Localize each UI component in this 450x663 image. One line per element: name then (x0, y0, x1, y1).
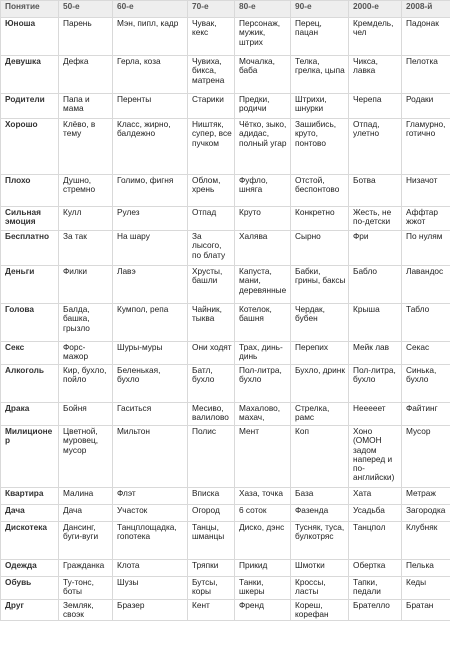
slang-cell: Дансинг, буги-вуги (59, 522, 113, 560)
slang-cell: Балда, башка, грызло (59, 304, 113, 342)
slang-cell: Участок (113, 505, 188, 522)
slang-cell: Крыша (349, 304, 402, 342)
concept-cell: Бесплатно (1, 231, 59, 266)
slang-cell: За так (59, 231, 113, 266)
slang-cell: Стрелка, рамс (291, 403, 349, 426)
slang-cell: Парень (59, 18, 113, 56)
slang-cell: Старики (188, 94, 235, 119)
column-header: 2008-й (402, 1, 450, 18)
table-row (1, 403, 450, 426)
slang-cell: Кеды (402, 577, 450, 600)
slang-cell: Клёво, в тему (59, 119, 113, 175)
slang-cell: Бабло (349, 266, 402, 304)
table-row (1, 94, 450, 119)
slang-cell: Брателло (349, 600, 402, 621)
concept-cell: Хорошо (1, 119, 59, 175)
slang-cell: Ништяк, супер, все пучком (188, 119, 235, 175)
concept-cell: Деньги (1, 266, 59, 304)
slang-cell: Танцпол (349, 522, 402, 560)
slang-cell: Сырно (291, 231, 349, 266)
slang-cell: Кент (188, 600, 235, 621)
slang-cell: Голимо, фигня (113, 175, 188, 207)
slang-cell: Отпад, улетно (349, 119, 402, 175)
slang-cell: Мэн, пипл, кадр (113, 18, 188, 56)
concept-cell: Обувь (1, 577, 59, 600)
slang-cell: Бухло, дринк (291, 365, 349, 403)
table-row (1, 365, 450, 403)
column-header: 80-е (235, 1, 291, 18)
slang-cell: Махалово, махач, (235, 403, 291, 426)
slang-cell: Филки (59, 266, 113, 304)
slang-cell: Кир, бухло, пойло (59, 365, 113, 403)
concept-cell: Секс (1, 342, 59, 365)
slang-cell: Кулл (59, 207, 113, 231)
slang-cell: Флэт (113, 488, 188, 505)
slang-cell: Гражданка (59, 560, 113, 577)
slang-cell: По нулям (402, 231, 450, 266)
slang-cell: Круто (235, 207, 291, 231)
slang-cell: Кремдель, чел (349, 18, 402, 56)
slang-cell: Загородка (402, 505, 450, 522)
slang-cell: Секас (402, 342, 450, 365)
slang-cell: Дача (59, 505, 113, 522)
table-row (1, 56, 450, 94)
concept-cell: Плохо (1, 175, 59, 207)
slang-cell: Беленькая, бухло (113, 365, 188, 403)
slang-cell: Ту-тонс, боты (59, 577, 113, 600)
slang-cell: Земляк, своэк (59, 600, 113, 621)
slang-cell: Малина (59, 488, 113, 505)
column-header: 2000-е (349, 1, 402, 18)
slang-cell: Чувак, кекс (188, 18, 235, 56)
concept-cell: Квартира (1, 488, 59, 505)
slang-cell: Мейк лав (349, 342, 402, 365)
slang-cell: Низачот (402, 175, 450, 207)
slang-cell: Вписка (188, 488, 235, 505)
slang-cell: Бразер (113, 600, 188, 621)
slang-cell: Бойня (59, 403, 113, 426)
slang-cell: Предки, родичи (235, 94, 291, 119)
slang-cell: Папа и мама (59, 94, 113, 119)
table-row (1, 304, 450, 342)
slang-cell: На шару (113, 231, 188, 266)
slang-cell: Шузы (113, 577, 188, 600)
slang-cell: Перепих (291, 342, 349, 365)
slang-cell: Мильтон (113, 426, 188, 488)
concept-cell: Родители (1, 94, 59, 119)
slang-cell: Трах, динь-динь (235, 342, 291, 365)
slang-cell: Хрусты, башли (188, 266, 235, 304)
slang-cell: Фуфло, шняга (235, 175, 291, 207)
table-row (1, 488, 450, 505)
slang-cell: Чердак, бубен (291, 304, 349, 342)
slang-cell: Мочалка, баба (235, 56, 291, 94)
concept-cell: Дискотека (1, 522, 59, 560)
slang-cell: Батл, бухло (188, 365, 235, 403)
header-row (1, 1, 450, 18)
slang-cell: Бабки, грины, баксы (291, 266, 349, 304)
slang-cell: Зашибись, круто, понтово (291, 119, 349, 175)
slang-cell: Метраж (402, 488, 450, 505)
concept-cell: Друг (1, 600, 59, 621)
table-row (1, 119, 450, 175)
slang-cell: Танцы, шманцы (188, 522, 235, 560)
slang-cell: Полис (188, 426, 235, 488)
slang-cell: Чувиха, бикса, матрена (188, 56, 235, 94)
slang-cell: Ботва (349, 175, 402, 207)
slang-cell: Нееееет (349, 403, 402, 426)
slang-cell: Шмотки (291, 560, 349, 577)
slang-cell: Братан (402, 600, 450, 621)
slang-cell: Облом, хрень (188, 175, 235, 207)
slang-cell: Прикид (235, 560, 291, 577)
slang-cell: Перенты (113, 94, 188, 119)
slang-cell: Хата (349, 488, 402, 505)
slang-cell: Жесть, не по-детски (349, 207, 402, 231)
slang-cell: Хаза, точка (235, 488, 291, 505)
slang-cell: Пол-литра, бухло (349, 365, 402, 403)
column-header: 70-е (188, 1, 235, 18)
slang-cell: Чикса, лавка (349, 56, 402, 94)
slang-cell: Пелотка (402, 56, 450, 94)
table-row (1, 342, 450, 365)
slang-cell: Лавэ (113, 266, 188, 304)
slang-cell: 6 соток (235, 505, 291, 522)
slang-cell: Цветной, муровец, мусор (59, 426, 113, 488)
slang-cell: Гаситься (113, 403, 188, 426)
slang-cell: Душно, стремно (59, 175, 113, 207)
slang-cell: Клота (113, 560, 188, 577)
table-row (1, 426, 450, 488)
slang-cell: Рулез (113, 207, 188, 231)
slang-cell: Фри (349, 231, 402, 266)
column-header: 50-е (59, 1, 113, 18)
slang-cell: Обертка (349, 560, 402, 577)
concept-cell: Юноша (1, 18, 59, 56)
concept-cell: Дача (1, 505, 59, 522)
slang-cell: Бутсы, коры (188, 577, 235, 600)
column-header: 60-е (113, 1, 188, 18)
table-row (1, 577, 450, 600)
slang-cell: Котелок, башня (235, 304, 291, 342)
slang-cell: Падонак (402, 18, 450, 56)
slang-cell: Телка, грелка, цыпа (291, 56, 349, 94)
slang-cell: Диско, дэнс (235, 522, 291, 560)
table-row (1, 505, 450, 522)
slang-cell: Тапки, педали (349, 577, 402, 600)
slang-cell: Фазенда (291, 505, 349, 522)
slang-cell: Отпад (188, 207, 235, 231)
slang-cell: Синька, бухло (402, 365, 450, 403)
slang-cell: Халява (235, 231, 291, 266)
slang-cell: За лысого, по блату (188, 231, 235, 266)
slang-cell: Отстой, беспонтово (291, 175, 349, 207)
slang-cell: Герла, коза (113, 56, 188, 94)
table-row (1, 600, 450, 621)
slang-cell: Усадьба (349, 505, 402, 522)
slang-cell: Мент (235, 426, 291, 488)
concept-cell: Милиционер (1, 426, 59, 488)
slang-cell: Дефка (59, 56, 113, 94)
slang-cell: Пелька (402, 560, 450, 577)
slang-cell: Класс, жирно, балдежно (113, 119, 188, 175)
slang-cell: Хоно (ОМОН задом наперед и по-английски) (349, 426, 402, 488)
concept-cell: Сильная эмоция (1, 207, 59, 231)
slang-cell: Кроссы, ласты (291, 577, 349, 600)
slang-cell: Файтинг (402, 403, 450, 426)
slang-cell: Капуста, мани, деревянные (235, 266, 291, 304)
slang-cell: Табло (402, 304, 450, 342)
slang-cell: Форс-мажор (59, 342, 113, 365)
slang-cell: Персонаж, мужик, штрих (235, 18, 291, 56)
slang-cell: Аффтар жжот (402, 207, 450, 231)
slang-cell: Коп (291, 426, 349, 488)
slang-cell: Лавандос (402, 266, 450, 304)
slang-cell: Шуры-муры (113, 342, 188, 365)
table-row (1, 266, 450, 304)
table-row (1, 560, 450, 577)
slang-cell: Перец, пацан (291, 18, 349, 56)
slang-cell: База (291, 488, 349, 505)
concept-cell: Девушка (1, 56, 59, 94)
slang-cell: Танки, шкеры (235, 577, 291, 600)
table-row (1, 522, 450, 560)
slang-cell: Месиво, валилово (188, 403, 235, 426)
slang-cell: Черепа (349, 94, 402, 119)
slang-cell: Тряпки (188, 560, 235, 577)
slang-cell: Френд (235, 600, 291, 621)
table-row (1, 18, 450, 56)
slang-cell: Пол-литра, бухло (235, 365, 291, 403)
slang-cell: Чайник, тыква (188, 304, 235, 342)
slang-cell: Танцплощадка, гопотека (113, 522, 188, 560)
slang-cell: Конкретно (291, 207, 349, 231)
concept-cell: Алкоголь (1, 365, 59, 403)
slang-cell: Тусняк, туса, булкотряс (291, 522, 349, 560)
column-header: 90-е (291, 1, 349, 18)
concept-cell: Одежда (1, 560, 59, 577)
table-row (1, 231, 450, 266)
slang-cell: Гламурно, готично (402, 119, 450, 175)
slang-cell: Они ходят (188, 342, 235, 365)
table-row (1, 207, 450, 231)
slang-cell: Штрихи, шнурки (291, 94, 349, 119)
slang-cell: Чётко, зыко, адидас, полный угар (235, 119, 291, 175)
slang-cell: Кореш, корефан (291, 600, 349, 621)
table-row (1, 175, 450, 207)
slang-cell: Родаки (402, 94, 450, 119)
slang-cell: Мусор (402, 426, 450, 488)
concept-cell: Голова (1, 304, 59, 342)
slang-cell: Клубняк (402, 522, 450, 560)
slang-cell: Кумпол, репа (113, 304, 188, 342)
column-header: Понятие (1, 1, 59, 18)
concept-cell: Драка (1, 403, 59, 426)
slang-cell: Огород (188, 505, 235, 522)
